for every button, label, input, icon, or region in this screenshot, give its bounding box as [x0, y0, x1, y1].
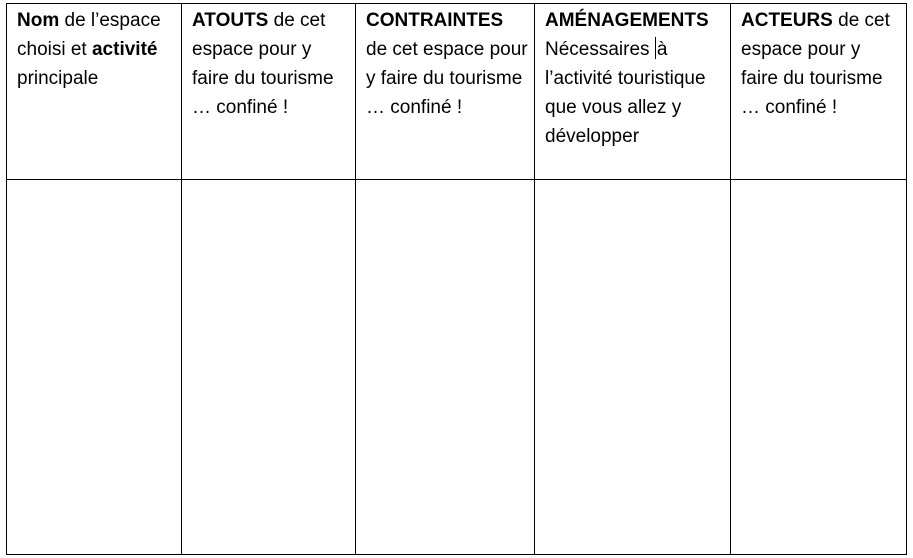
header-nom-text-1: de l’espace choisi et — [17, 10, 161, 60]
answer-cell-atouts[interactable] — [182, 180, 356, 555]
header-cell-acteurs[interactable] — [731, 4, 907, 180]
header-cell-amenagements[interactable] — [535, 4, 731, 180]
header-amenagements-text-1: Nécessaires — [545, 39, 655, 60]
header-cell-contraintes[interactable] — [356, 4, 535, 180]
header-amenagements-bold: AMÉNAGEMENTS — [545, 10, 709, 31]
header-nom-bold-1: Nom — [17, 10, 60, 31]
text-cursor — [655, 37, 656, 59]
header-acteurs-text: de cet espace pour y faire du tourisme … confiné ! — [741, 10, 890, 118]
answer-cell-contraintes[interactable] — [356, 180, 535, 555]
answer-cell-amenagements[interactable] — [535, 180, 731, 555]
header-atouts-text: de cet espace pour y faire du tourisme … confiné ! — [192, 10, 334, 118]
header-acteurs-bold: ACTEURS — [741, 10, 833, 31]
header-contraintes-text: de cet espace pour y faire du tourisme … confiné ! — [366, 39, 528, 118]
answer-cell-nom[interactable] — [7, 180, 182, 555]
header-cell-nom[interactable] — [7, 4, 182, 180]
header-amenagements-text-2: à l’activité touristique que vous allez y développer — [545, 39, 706, 147]
header-contraintes-bold: CONTRAINTES — [366, 10, 504, 31]
header-cell-atouts[interactable] — [182, 4, 356, 180]
header-nom-bold-2: activité — [91, 39, 158, 60]
worksheet-table — [6, 3, 907, 555]
answer-row — [7, 180, 907, 555]
answer-cell-acteurs[interactable] — [731, 180, 907, 555]
header-atouts-bold: ATOUTS — [192, 10, 269, 31]
header-row — [7, 4, 907, 180]
header-nom-text-2: principale — [17, 68, 99, 89]
